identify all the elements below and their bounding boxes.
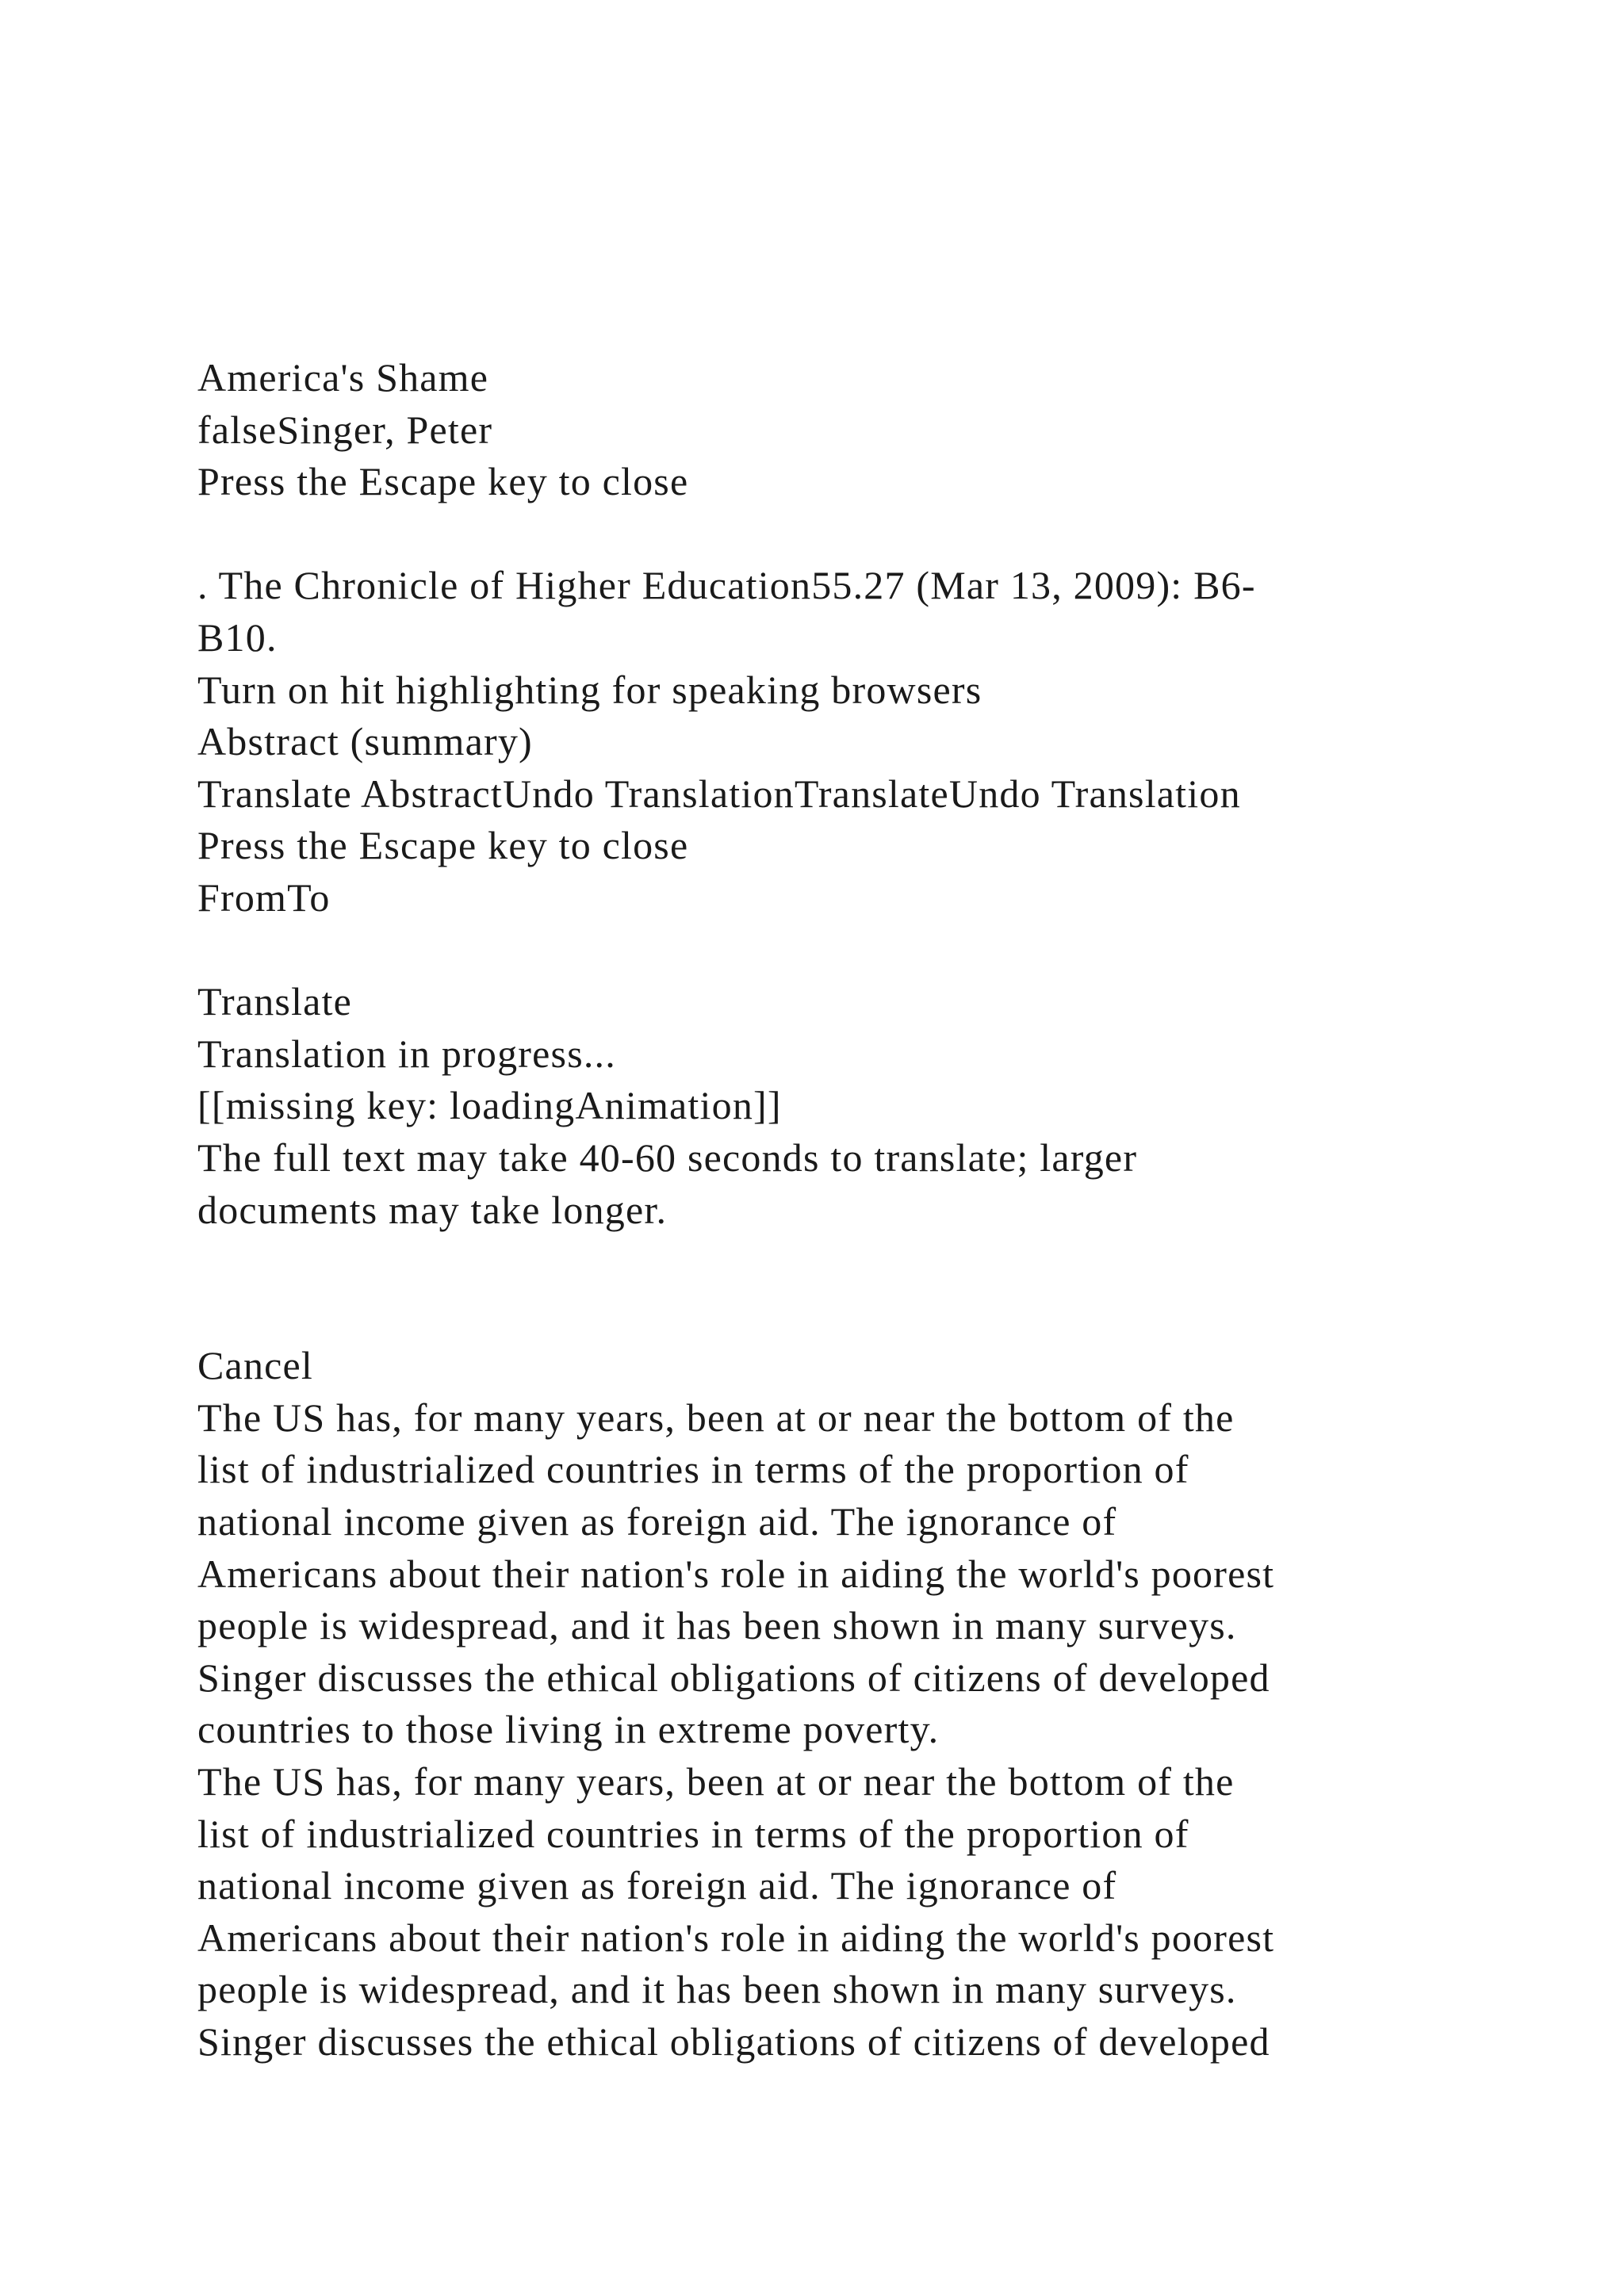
translate-controls-row: [197, 768, 1482, 821]
loading-animation-placeholder: [[missing key: loadingAnimation]]: [197, 1083, 782, 1128]
spacer: [197, 508, 1482, 561]
abstract-line: The US has, for many years, been at or near the bottom of the: [197, 1759, 1235, 1804]
document-content: [197, 352, 1482, 2068]
author-line: falseSinger, Peter: [197, 407, 493, 452]
to-language-select[interactable]: To: [287, 874, 331, 920]
escape-hint: Press the Escape key to close: [197, 459, 689, 504]
undo-translation-link-2[interactable]: Undo Translation: [948, 771, 1241, 816]
translate-button[interactable]: Translate: [197, 979, 353, 1024]
translate-abstract-link[interactable]: Translate Abstract: [197, 771, 503, 816]
abstract-line: countries to those living in extreme poverty.: [197, 1707, 940, 1752]
language-selectors: [197, 872, 1482, 924]
abstract-line: Singer discusses the ethical obligations of citizens of developed: [197, 2019, 1270, 2064]
abstract-heading: Abstract (summary): [197, 719, 533, 764]
abstract-line: Singer discusses the ethical obligations of citizens of developed: [197, 1655, 1270, 1700]
abstract-line: Americans about their nation's role in aiding the world's poorest: [197, 1915, 1275, 1960]
translation-note-line: The full text may take 40-60 seconds to translate; larger: [197, 1135, 1138, 1180]
article-title: America's Shame: [197, 355, 489, 400]
undo-translation-link[interactable]: Undo Translation: [502, 771, 795, 816]
translation-progress-text: Translation in progress...: [197, 1031, 616, 1076]
abstract-line: list of industrialized countries in terms of the proportion of: [197, 1811, 1189, 1856]
abstract-line: The US has, for many years, been at or near the bottom of the: [197, 1395, 1235, 1440]
spacer: [197, 1236, 1482, 1340]
abstract-line: list of industrialized countries in terms of the proportion of: [197, 1447, 1189, 1492]
abstract-line: people is widespread, and it has been shown in many surveys.: [197, 1603, 1237, 1648]
from-language-select[interactable]: From: [197, 874, 288, 920]
spacer: [197, 924, 1482, 977]
translate-link[interactable]: Translate: [794, 771, 949, 816]
abstract-line: national income given as foreign aid. The ignorance of: [197, 1863, 1117, 1908]
hit-highlighting-link[interactable]: Turn on hit highlighting for speaking browsers: [197, 667, 982, 712]
abstract-line: people is widespread, and it has been shown in many surveys.: [197, 1967, 1237, 2012]
abstract-line: national income given as foreign aid. The ignorance of: [197, 1499, 1117, 1544]
translation-note-line-continued: documents may take longer.: [197, 1187, 668, 1232]
abstract-paragraph-repeat: [197, 1756, 1482, 2068]
abstract-paragraph: [197, 1392, 1482, 1756]
abstract-line: Americans about their nation's role in aiding the world's poorest: [197, 1551, 1275, 1596]
citation-line: . The Chronicle of Higher Education55.27 (Mar 13, 2009): B6-: [197, 563, 1256, 608]
escape-hint-dialog: Press the Escape key to close: [197, 823, 689, 868]
cancel-button[interactable]: Cancel: [197, 1343, 314, 1388]
citation-line-continued: B10.: [197, 614, 278, 660]
